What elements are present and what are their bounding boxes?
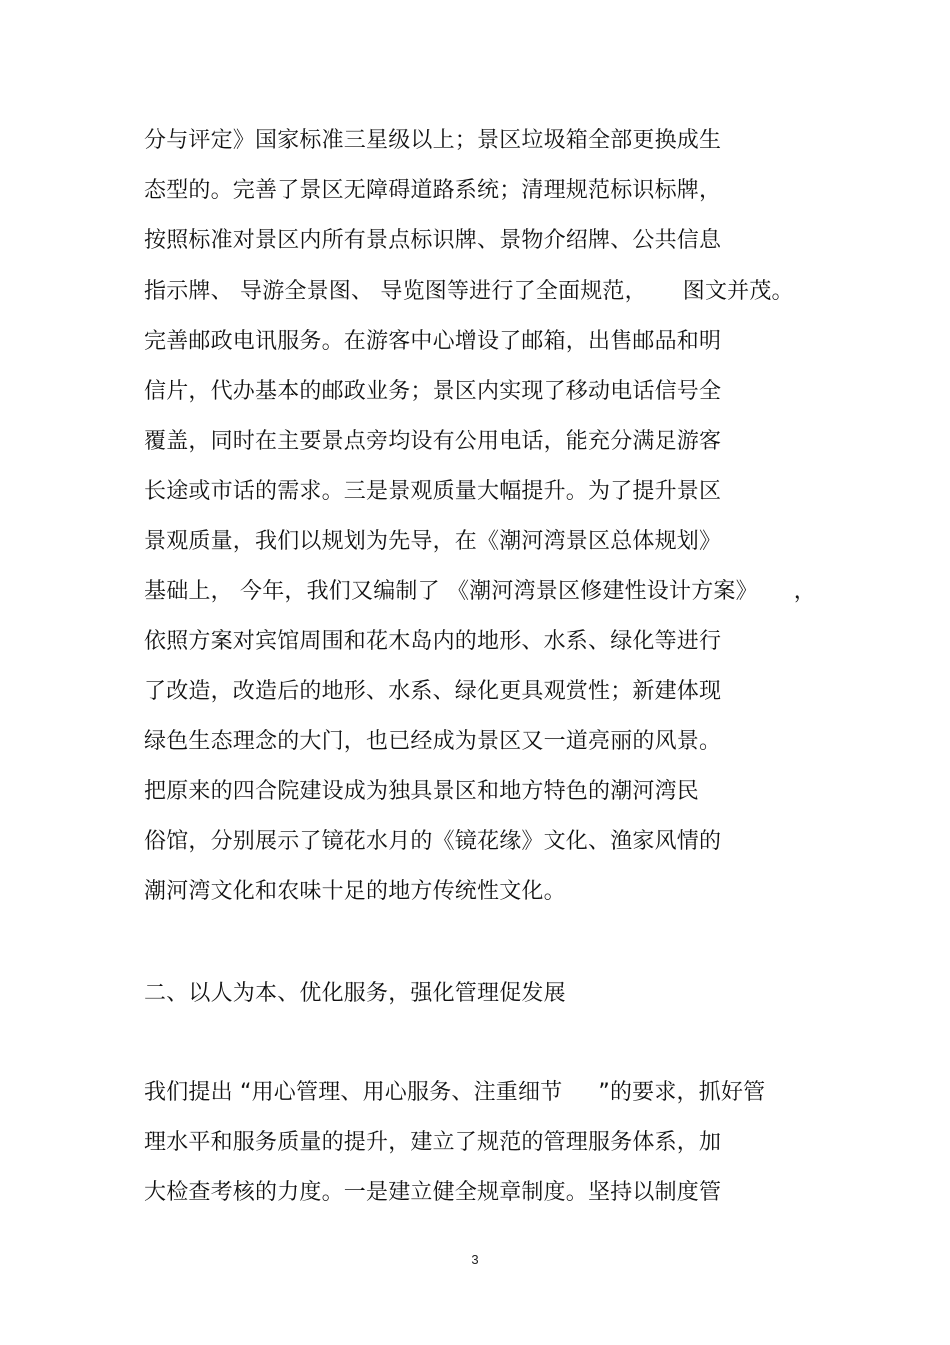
- text-line: 指示牌、 导游全景图、 导览图等进行了全面规范， 图文并茂。: [144, 279, 794, 304]
- text-line: 俗馆，分别展示了镜花水月的《镜花缘》文化、渔家风情的: [144, 829, 722, 854]
- text-line: 态型的。完善了景区无障碍道路系统；清理规范标识标牌，: [144, 178, 722, 203]
- text-line: 完善邮政电讯服务。在游客中心增设了邮箱，出售邮品和明: [144, 329, 722, 354]
- text-line: 信片，代办基本的邮政业务；景区内实现了移动电话信号全: [144, 379, 722, 404]
- page-number: 3: [471, 1252, 479, 1267]
- text-line: 分与评定》国家标准三星级以上；景区垃圾箱全部更换成生: [144, 128, 722, 153]
- text-line: 绿色生态理念的大门，也已经成为景区又一道亮丽的风景。: [144, 729, 722, 754]
- text-line: 长途或市话的需求。三是景观质量大幅提升。为了提升景区: [144, 479, 722, 504]
- text-line: 了改造，改造后的地形、水系、绿化更具观赏性；新建体现: [144, 679, 722, 704]
- text-line: 景观质量，我们以规划为先导，在《潮河湾景区总体规划》: [144, 529, 722, 554]
- text-line: 大检查考核的力度。一是建立健全规章制度。坚持以制度管: [144, 1180, 722, 1205]
- text-line: 把原来的四合院建设成为独具景区和地方特色的潮河湾民: [144, 779, 700, 804]
- text-line: 潮河湾文化和农味十足的地方传统性文化。: [144, 879, 566, 904]
- text-line: 理水平和服务质量的提升，建立了规范的管理服务体系，加: [144, 1130, 722, 1155]
- text-line: 我们提出 “用心管理、用心服务、注重细节 ”的要求，抓好管: [144, 1080, 766, 1105]
- section-heading: 二、以人为本、优化服务，强化管理促发展: [144, 981, 566, 1006]
- text-line: 覆盖，同时在主要景点旁均设有公用电话，能充分满足游客: [144, 429, 722, 454]
- text-line: 基础上， 今年，我们又编制了 《潮河湾景区修建性设计方案》 ，: [144, 579, 816, 604]
- text-line: 按照标准对景区内所有景点标识牌、景物介绍牌、公共信息: [144, 228, 722, 253]
- text-line: 依照方案对宾馆周围和花木岛内的地形、水系、绿化等进行: [144, 629, 722, 654]
